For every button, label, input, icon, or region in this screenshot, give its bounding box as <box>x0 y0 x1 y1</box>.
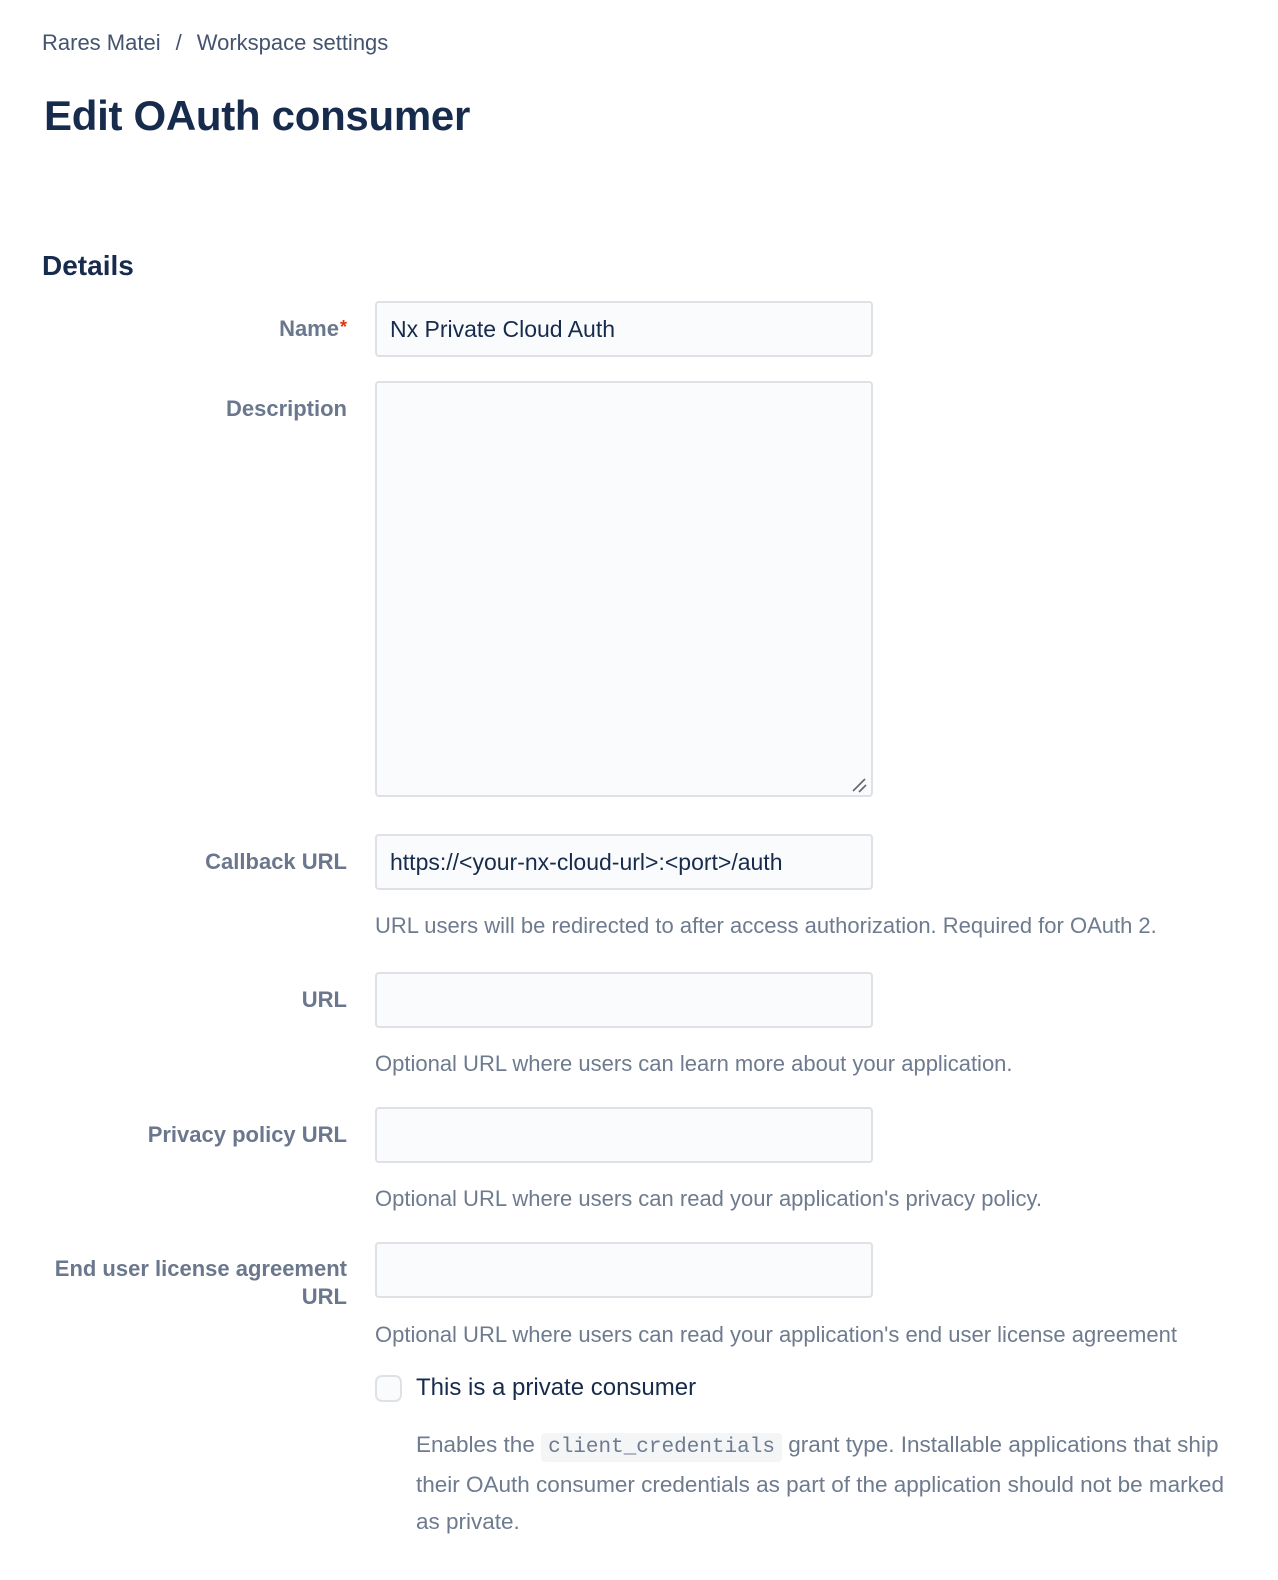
section-title-details: Details <box>42 250 134 281</box>
breadcrumb-workspace-link[interactable]: Rares Matei <box>42 30 161 55</box>
eula-url-help: Optional URL where users can read your application's end user license agreement <box>375 1322 1177 1347</box>
description-textarea[interactable] <box>375 381 873 797</box>
url-row <box>42 972 1236 1077</box>
required-asterisk: * <box>339 317 347 337</box>
eula-url-row <box>42 1242 1236 1348</box>
private-help-suffix: grant type. Installable applications that ship their OAuth consumer credentials as part of the application should not be marked as private. <box>416 1432 1224 1534</box>
privacy-policy-url-help: Optional URL where users can read your application's privacy policy. <box>375 1186 1042 1211</box>
private-help-prefix: Enables the <box>416 1432 542 1457</box>
description-row <box>42 381 1236 802</box>
callback-url-input[interactable] <box>375 834 873 890</box>
breadcrumb-separator: / <box>175 30 182 55</box>
privacy-policy-url-input[interactable] <box>375 1107 873 1163</box>
private-consumer-row <box>375 1374 1236 1402</box>
privacy-policy-url-label: Privacy policy URL <box>147 1122 347 1147</box>
oauth-consumer-form <box>42 301 1236 1540</box>
private-consumer-checkbox[interactable] <box>375 1375 402 1402</box>
name-label: Name* <box>279 316 347 341</box>
description-label: Description <box>225 396 347 421</box>
url-help: Optional URL where users can learn more about your application. <box>375 1051 1013 1076</box>
private-consumer-label[interactable]: This is a private consumer <box>416 1374 697 1401</box>
url-input[interactable] <box>375 972 873 1028</box>
name-row <box>42 301 1236 357</box>
callback-url-help: URL users will be redirected to after access authorization. Required for OAuth 2. <box>375 913 1157 938</box>
eula-url-input[interactable] <box>375 1242 873 1298</box>
page-title: Edit OAuth consumer <box>44 92 470 139</box>
callback-url-row <box>42 834 1236 939</box>
callback-url-label: Callback URL <box>205 849 347 874</box>
breadcrumb <box>42 30 1236 56</box>
private-consumer-help <box>416 1426 1244 1540</box>
url-label: URL <box>301 987 347 1012</box>
breadcrumb-settings-link[interactable]: Workspace settings <box>196 30 389 55</box>
privacy-policy-url-row <box>42 1107 1236 1212</box>
client-credentials-code: client_credentials <box>541 1433 782 1462</box>
eula-url-label: End user license agreement URL <box>54 1256 347 1309</box>
name-input[interactable] <box>375 301 873 357</box>
